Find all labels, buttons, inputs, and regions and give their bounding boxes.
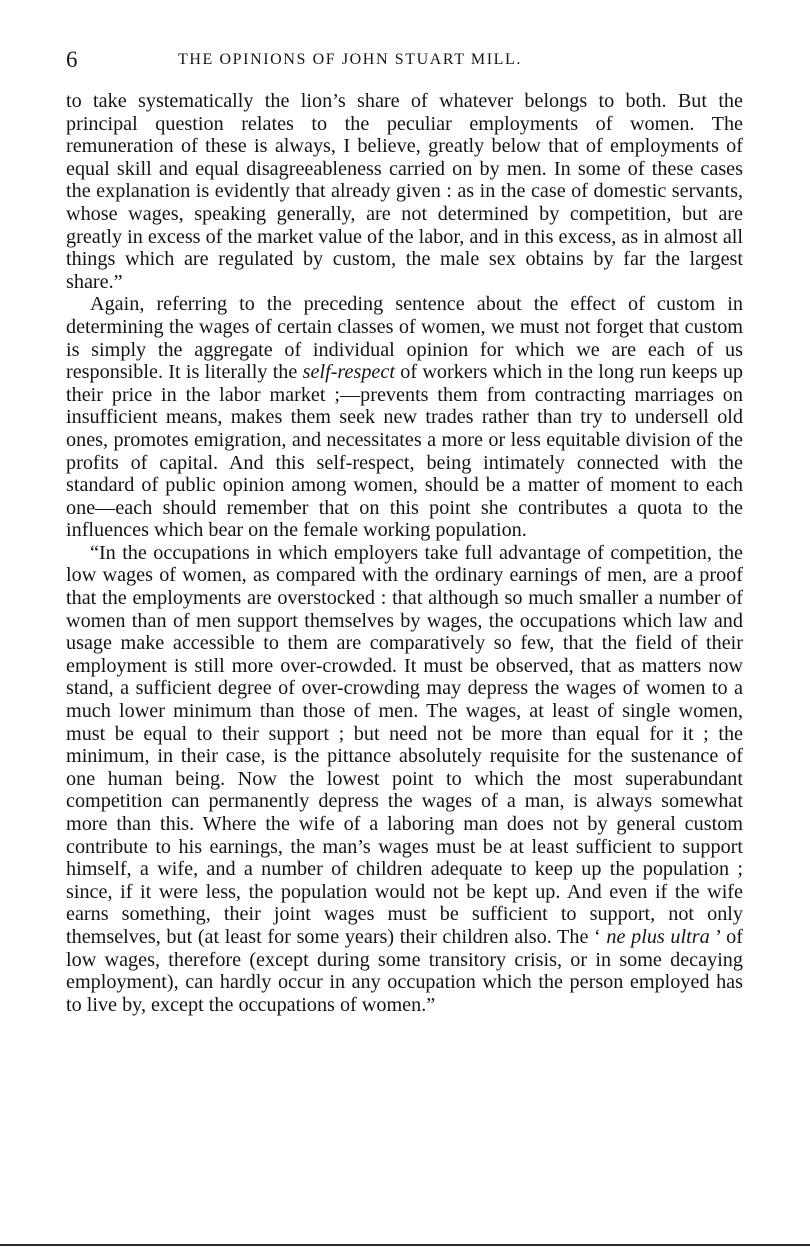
paragraph-text-after: of workers which in the long run keeps up their price in the labor market ;—prevents them from contracting marriages on insufficient means, makes them seek new trades rather than try to undersell old ones, promotes emigration, and necessitates a more or less equitable division of the profits of capital. And this self-respect, being intimately connected with the standard of public opinion among women, should be a matter of moment to each one—each should remember that on this point she contributes a quota to the influences which bear on the female working population. [66, 361, 744, 542]
paragraph-text: to take systematically the lion’s share of whatever belongs to both. But the principal question relates to the peculiar employments of women. The remuneration of these is always, I believe, greatly below that of employments of equal skill and equal disagreeableness carried on by men. In some of these cases the explanation is evidently that already given : as in the case of domestic servants, whose wages, speaking generally, are not determined by competition, but are greatly in excess of the market value of the labor, and in this excess, as in almost all things which are regulated by custom, the male sex obtains by far the largest share.” [66, 90, 743, 293]
italic-term: ne plus ultra [606, 925, 710, 948]
paragraph-self-respect [66, 293, 743, 542]
italic-term: self-respect [302, 361, 395, 384]
page-header [66, 47, 742, 77]
paragraph-text-before: “In the occupations in which employers take full advantage of competition, the low wages of women, as compared with the ordinary earnings of men, are a proof that the employments are overstocked : that although so much smaller a number of women than of men support themselves by wages, the occupations which law and usage make accessible to them are comparatively so few, that the field of their employment is still more over-crowded. It must be observed, that as matters now stand, a sufficient degree of over-crowding may depress the wages of women to a much lower minimum than those of men. The wages, at least of single women, must be equal to their support ; but need not be more than equal for it ; the minimum, in their case, is the pittance absolutely requisite for the sustenance of one human being. Now the lowest point to which the most superabundant competition can permanently depress the wages of a man, is always somewhat more than this. Where the wife of a laboring man does not by general custom contribute to his earnings, the man’s wages must be at least sufficient to support himself, a wife, and a number of children adequate to keep up the population ; since, if it were less, the population would not be kept up. And even if the wife earns something, their joint wages must be sufficient to support, not only themselves, but (at least for some years) their children also. The ‘ [66, 541, 743, 948]
paragraph-continuation [66, 90, 743, 293]
paragraph-quotation [66, 542, 743, 1016]
paragraph-text-after: ’ of low wages, therefore (except during some transitory crisis, or in some decaying employment), can hardly occur in any occupation which the person employed has to live by, except the occupations of women.” [66, 925, 743, 1016]
page-number: 6 [66, 47, 78, 72]
running-title: THE OPINIONS OF JOHN STUART MILL. [178, 51, 522, 68]
body-text [66, 90, 743, 1016]
page-bottom-edge [0, 1244, 810, 1246]
paragraph-text-before: Again, referring to the preceding sentence about the effect of custom in determining the wages of certain classes of women, we must not forget that custom is simply the aggregate of individual opinion for which we are each of us responsible. It is literally the [66, 293, 743, 384]
